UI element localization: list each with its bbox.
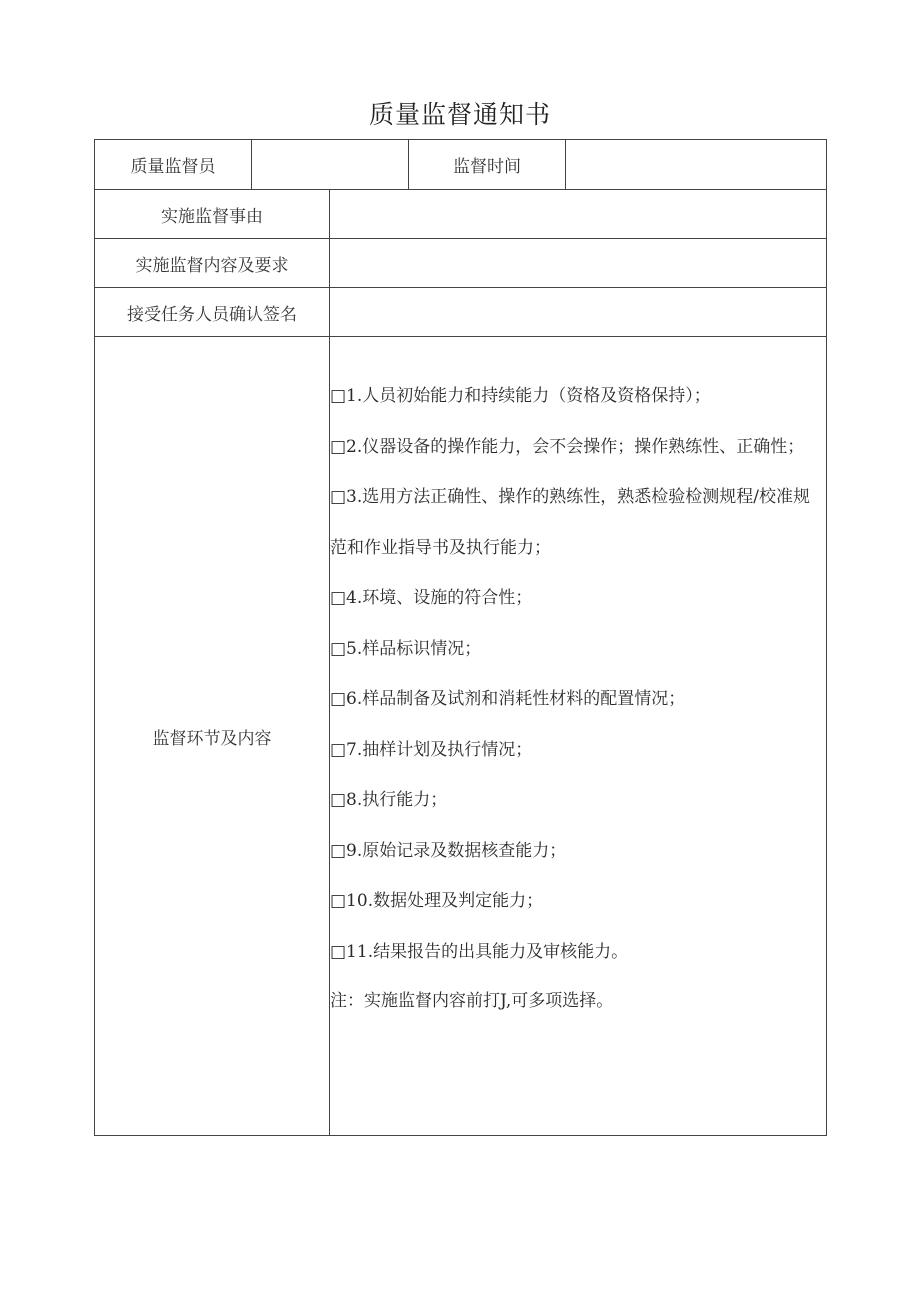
checklist-item-5[interactable]: □5.样品标识情况；	[330, 638, 482, 659]
checklist-item-10[interactable]: □10.数据处理及判定能力；	[330, 891, 544, 911]
checklist-item-3[interactable]: □3.选用方法正确性、操作的熟练性，熟悉检验检测规程/校准规范和作业指导书及执行能力；	[330, 487, 811, 558]
checklist-note: 注：实施监督内容前打J,可多项选择。	[330, 991, 614, 1011]
checklist-item-2[interactable]: □2.仪器设备的操作能力，会不会操作；操作熟练性、正确性；	[330, 436, 805, 457]
checklist-item-4[interactable]: □4.环境、设施的符合性；	[330, 588, 533, 608]
checklist-item-1[interactable]: □1.人员初始能力和持续能力（资格及资格保持）；	[330, 386, 711, 406]
confirm-label: 接受任务人员确认签名	[95, 288, 330, 336]
supervisor-field[interactable]	[252, 140, 409, 189]
table-row-content	[95, 239, 826, 288]
reason-label: 实施监督事由	[95, 190, 330, 238]
checklist-item-8[interactable]: □8.执行能力；	[330, 790, 448, 810]
content-field[interactable]	[330, 239, 826, 287]
checklist-item-6[interactable]: □6.样品制备及试剂和消耗性材料的配置情况；	[330, 689, 686, 709]
time-field[interactable]	[566, 140, 826, 189]
checklist-item-7[interactable]: □7.抽样计划及执行情况；	[330, 739, 533, 760]
table-row-reason	[95, 190, 826, 239]
content-label: 实施监督内容及要求	[95, 239, 330, 287]
time-label: 监督时间	[409, 140, 566, 189]
section-label: 监督环节及内容	[95, 337, 330, 1135]
document-title: 质量监督通知书	[368, 100, 551, 129]
checklist-item-11[interactable]: □11.结果报告的出具能力及审核能力。	[330, 941, 629, 962]
confirm-signature-field[interactable]	[330, 288, 826, 336]
table-row-supervisor	[95, 140, 826, 190]
supervision-checklist	[330, 371, 820, 1026]
checklist-item-9[interactable]: □9.原始记录及数据核查能力；	[330, 840, 567, 861]
table-row-confirm	[95, 288, 826, 337]
supervisor-label: 质量监督员	[95, 140, 252, 189]
reason-field[interactable]	[330, 190, 826, 238]
